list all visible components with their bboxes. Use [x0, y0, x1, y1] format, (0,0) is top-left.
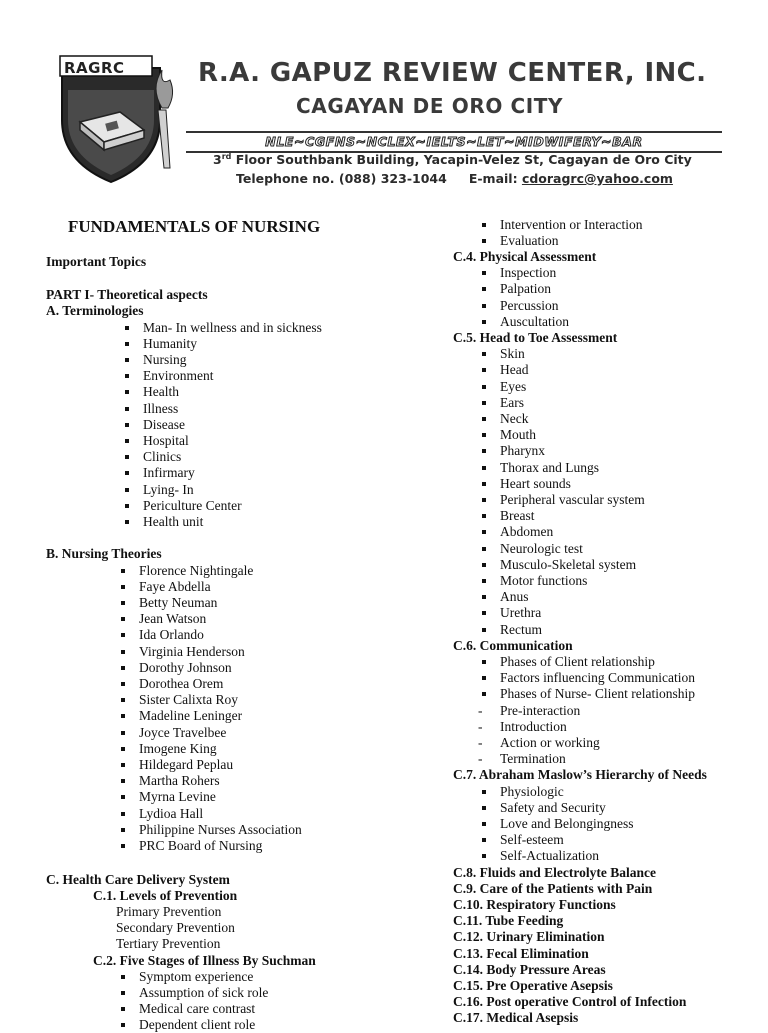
list-item: Evaluation: [500, 232, 559, 248]
list-item: PRC Board of Nursing: [139, 837, 263, 853]
list-item: Environment: [143, 368, 214, 384]
list-item: Health unit: [143, 513, 204, 529]
list-item: Percussion: [500, 297, 559, 313]
list-item: Primary Prevention: [116, 903, 222, 919]
list-item: Skin: [500, 346, 525, 362]
subsection-heading: C.8. Fluids and Electrolyte Balance: [453, 864, 657, 880]
org-name: R.A. GAPUZ REVIEW CENTER, INC.: [198, 58, 707, 88]
list-item: Dependent client role: [139, 1017, 256, 1033]
list-item: Secondary Prevention: [116, 920, 235, 936]
list-item: Sister Calixta Roy: [139, 692, 238, 708]
list-item: Mouth: [500, 427, 537, 443]
list-item: Man- In wellness and in sickness: [143, 319, 322, 335]
important-topics-heading: Important Topics: [46, 254, 147, 269]
subsection-heading: C.7. Abraham Maslow’s Hierarchy of Needs: [453, 767, 707, 783]
dash-item: - Termination: [500, 751, 566, 767]
part-heading: PART I- Theoretical aspects: [46, 287, 208, 302]
list-item: Phases of Nurse- Client relationship: [500, 686, 695, 702]
list-item: Tertiary Prevention: [116, 936, 221, 952]
list-item: Madeline Leninger: [139, 708, 243, 724]
list-item: Anus: [500, 589, 529, 605]
ragrc-logo: [52, 50, 184, 185]
subsection-heading: C.17. Medical Asepsis: [453, 1010, 579, 1026]
list-item: Dorothy Johnson: [139, 659, 232, 675]
list-item: Dorothea Orem: [139, 675, 224, 691]
section-heading: A. Terminologies: [46, 303, 144, 318]
list-item: Palpation: [500, 281, 551, 297]
section-heading: C. Health Care Delivery System: [46, 871, 230, 887]
logo-text: RAGRC: [64, 59, 125, 77]
subsection-heading: C.11. Tube Feeding: [453, 913, 564, 929]
list-item: Inspection: [500, 265, 557, 281]
list-item: Love and Belongingness: [500, 815, 634, 831]
list-item: Lydioa Hall: [139, 805, 204, 821]
list-item: Musculo-Skeletal system: [500, 556, 637, 572]
subsection-heading: C.16. Post operative Control of Infection: [453, 994, 687, 1010]
list-item: Philippine Nurses Association: [139, 821, 302, 837]
list-item: Martha Rohers: [139, 773, 220, 789]
list-item: Betty Neuman: [139, 594, 218, 610]
services-banner: NLE~CGFNS~NCLEX~IELTS~LET~MIDWIFERY~BAR: [186, 131, 722, 153]
list-item: Florence Nightingale: [139, 562, 254, 578]
list-item: Neurologic test: [500, 540, 583, 556]
list-item: Periculture Center: [143, 497, 242, 513]
email-link[interactable]: cdoragrc@yahoo.com: [521, 171, 673, 186]
list-item: Infirmary: [143, 465, 195, 481]
list-item: Illness: [143, 400, 179, 416]
list-item: Head: [500, 362, 529, 378]
list-item: Humanity: [143, 335, 197, 351]
telephone: Telephone no. (088) 323-1044: [236, 171, 447, 186]
email-label: E-mail:: [468, 171, 518, 186]
letterhead: [0, 0, 768, 200]
list-item: Self-esteem: [500, 832, 564, 848]
list-item: Medical care contrast: [139, 1001, 256, 1017]
list-item: Clinics: [143, 449, 182, 465]
list-item: Lying- In: [143, 481, 194, 497]
list-item: Disease: [143, 416, 185, 432]
list-item: Heart sounds: [500, 475, 571, 491]
list-item: Motor functions: [500, 572, 588, 588]
subsection-heading: C.2. Five Stages of Illness By Suchman: [93, 952, 316, 968]
list-item: Imogene King: [139, 740, 217, 756]
subsection-heading: C.4. Physical Assessment: [453, 248, 597, 264]
subsection-heading: C.13. Fecal Elimination: [453, 945, 589, 961]
list-item: Urethra: [500, 605, 542, 621]
list-item: Eyes: [500, 378, 527, 394]
list-item: Hospital: [143, 432, 189, 448]
list-item: Jean Watson: [139, 611, 207, 627]
subsection-heading: C.14. Body Pressure Areas: [453, 961, 606, 977]
list-item: Auscultation: [500, 313, 569, 329]
list-item: Joyce Travelbee: [139, 724, 227, 740]
dash-item: - Pre-interaction: [500, 703, 580, 719]
subsection-heading: C.5. Head to Toe Assessment: [453, 329, 618, 345]
dash-item: - Introduction: [500, 719, 567, 735]
list-item: Abdomen: [500, 524, 554, 540]
list-item: Phases of Client relationship: [500, 653, 655, 669]
list-item: Pharynx: [500, 443, 545, 459]
subsection-heading: C.9. Care of the Patients with Pain: [453, 880, 653, 896]
list-item: Assumption of sick role: [139, 984, 269, 1000]
org-address: 3rd Floor Southbank Building, Yacapin-Velez St, Cagayan de Oro City: [213, 152, 692, 168]
list-item: Peripheral vascular system: [500, 491, 645, 507]
list-item: Hildegard Peplau: [139, 756, 234, 772]
org-city: CAGAYAN DE ORO CITY: [296, 94, 564, 118]
subsection-heading: C.15. Pre Operative Asepsis: [453, 977, 613, 993]
list-item: Factors influencing Communication: [500, 670, 695, 686]
dash-item: - Action or working: [500, 735, 600, 751]
list-item: Ida Orlando: [139, 627, 204, 643]
list-item: Myrna Levine: [139, 789, 216, 805]
list-item: Rectum: [500, 621, 542, 637]
subsection-heading: C.10. Respiratory Functions: [453, 896, 616, 912]
list-item: Self-Actualization: [500, 848, 599, 864]
list-item: Breast: [500, 508, 535, 524]
list-item: Faye Abdella: [139, 578, 211, 594]
list-item: Neck: [500, 410, 529, 426]
list-item: Virginia Henderson: [139, 643, 245, 659]
list-item: Thorax and Lungs: [500, 459, 599, 475]
list-item: Physiologic: [500, 783, 564, 799]
section-heading: B. Nursing Theories: [46, 546, 162, 561]
list-item: Safety and Security: [500, 799, 606, 815]
list-item: Health: [143, 384, 179, 400]
subsection-heading: C.6. Communication: [453, 637, 573, 653]
org-contact: [236, 171, 673, 186]
subsection-heading: C.1. Levels of Prevention: [93, 887, 238, 903]
document-title: FUNDAMENTALS OF NURSING: [68, 217, 321, 236]
list-item: Intervention or Interaction: [500, 216, 643, 232]
list-item: Ears: [500, 394, 524, 410]
list-item: Nursing: [143, 351, 187, 367]
list-item: Symptom experience: [139, 968, 254, 984]
subsection-heading: C.12. Urinary Elimination: [453, 929, 605, 945]
